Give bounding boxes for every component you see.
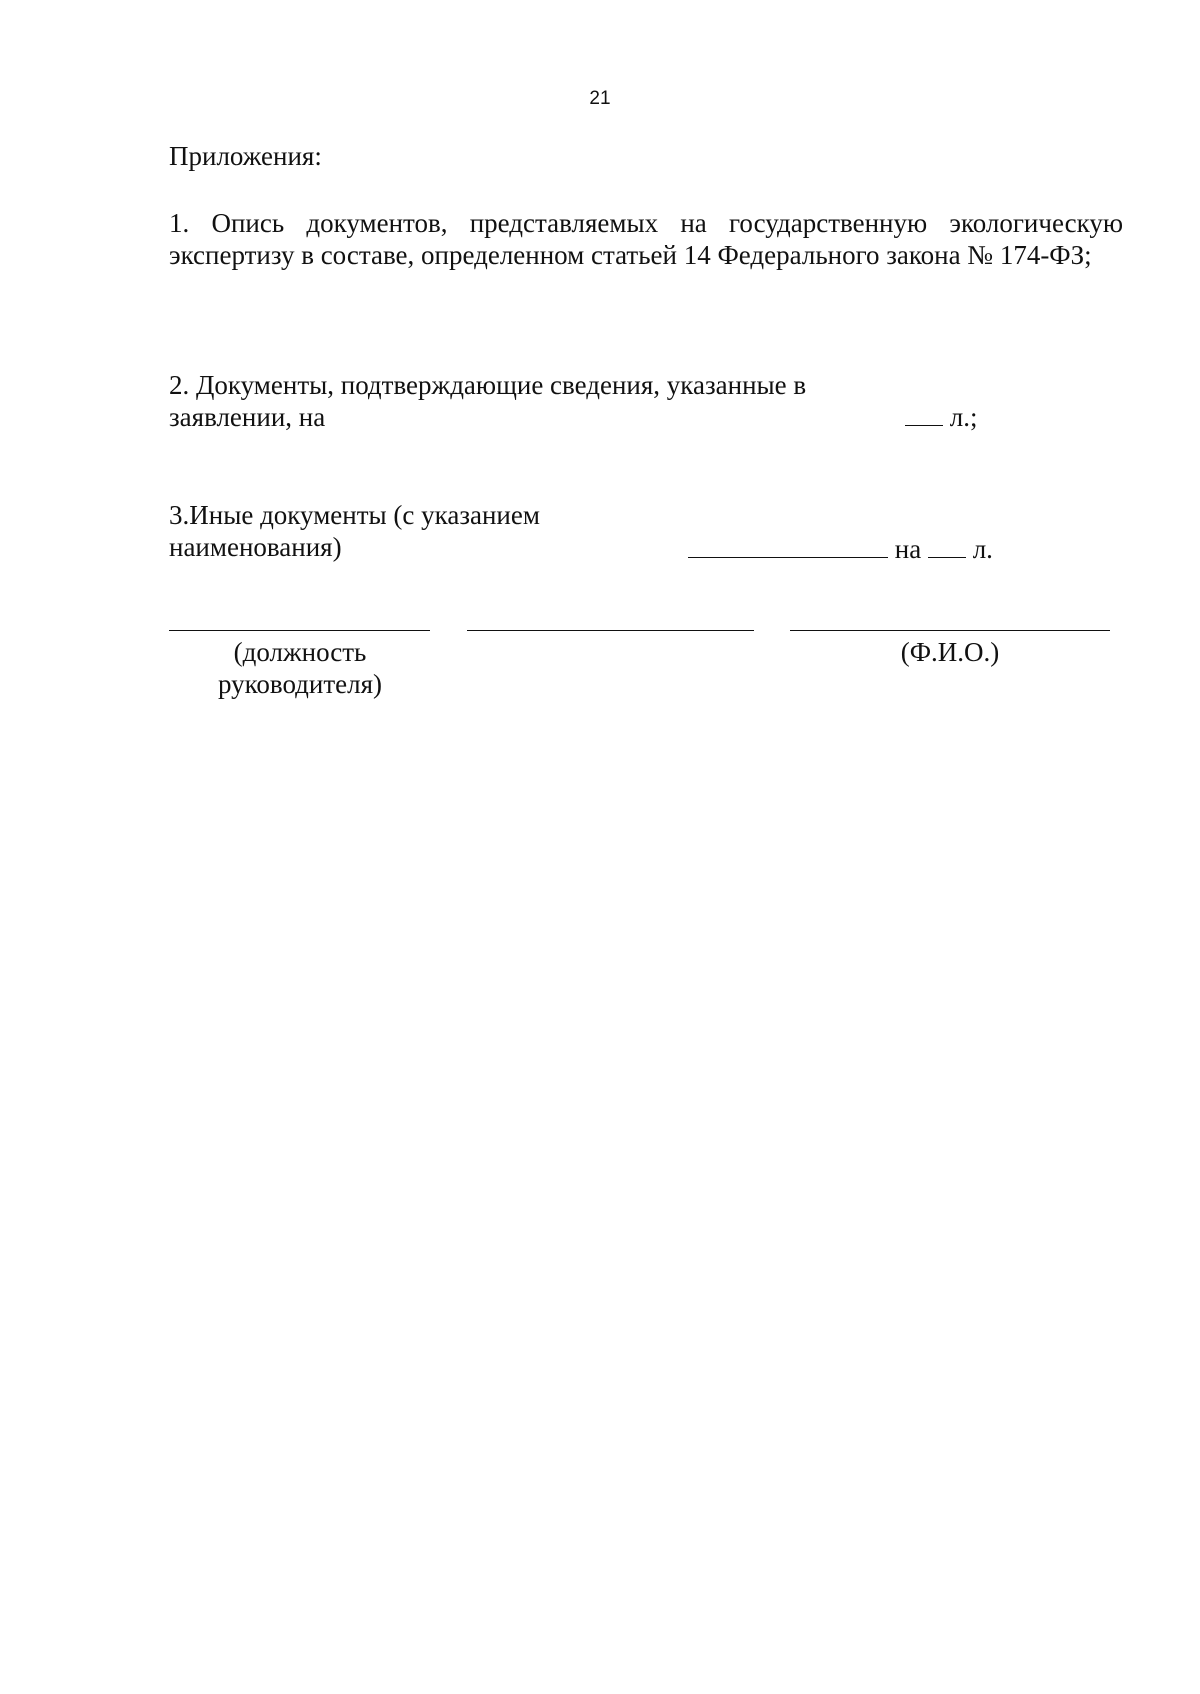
fio-caption: (Ф.И.О.) <box>900 637 1000 667</box>
on-word: на <box>894 534 922 564</box>
sheet-count-blank[interactable] <box>928 535 966 558</box>
fio-signature-line[interactable] <box>790 630 1110 631</box>
signature-line[interactable] <box>467 630 754 631</box>
appendices-heading: Приложения: <box>169 141 322 171</box>
appendix-item-3: 3.Иные документы (с указанием наименования) <box>169 500 540 562</box>
appendix-item-2: 2. Документы, подтверждающие сведения, указанные в заявлении, на <box>169 370 807 432</box>
position-signature-line[interactable] <box>169 630 430 631</box>
position-caption: (должность руководителя) <box>217 637 383 699</box>
appendix-item-1: 1. Опись документов, представляемых на государственную экологическую экспертизу в составе, определенном статьей 14 Федерального закона № 174-ФЗ; <box>169 208 1123 270</box>
sheets-suffix: л.; <box>949 402 978 432</box>
sheet-count-blank[interactable] <box>905 403 943 426</box>
appendix-item-3-sheets <box>688 533 993 565</box>
document-name-blank[interactable] <box>688 535 888 558</box>
sheets-suffix: л. <box>972 534 993 564</box>
page-number: 21 <box>589 88 611 109</box>
appendix-item-2-sheets <box>905 401 977 433</box>
